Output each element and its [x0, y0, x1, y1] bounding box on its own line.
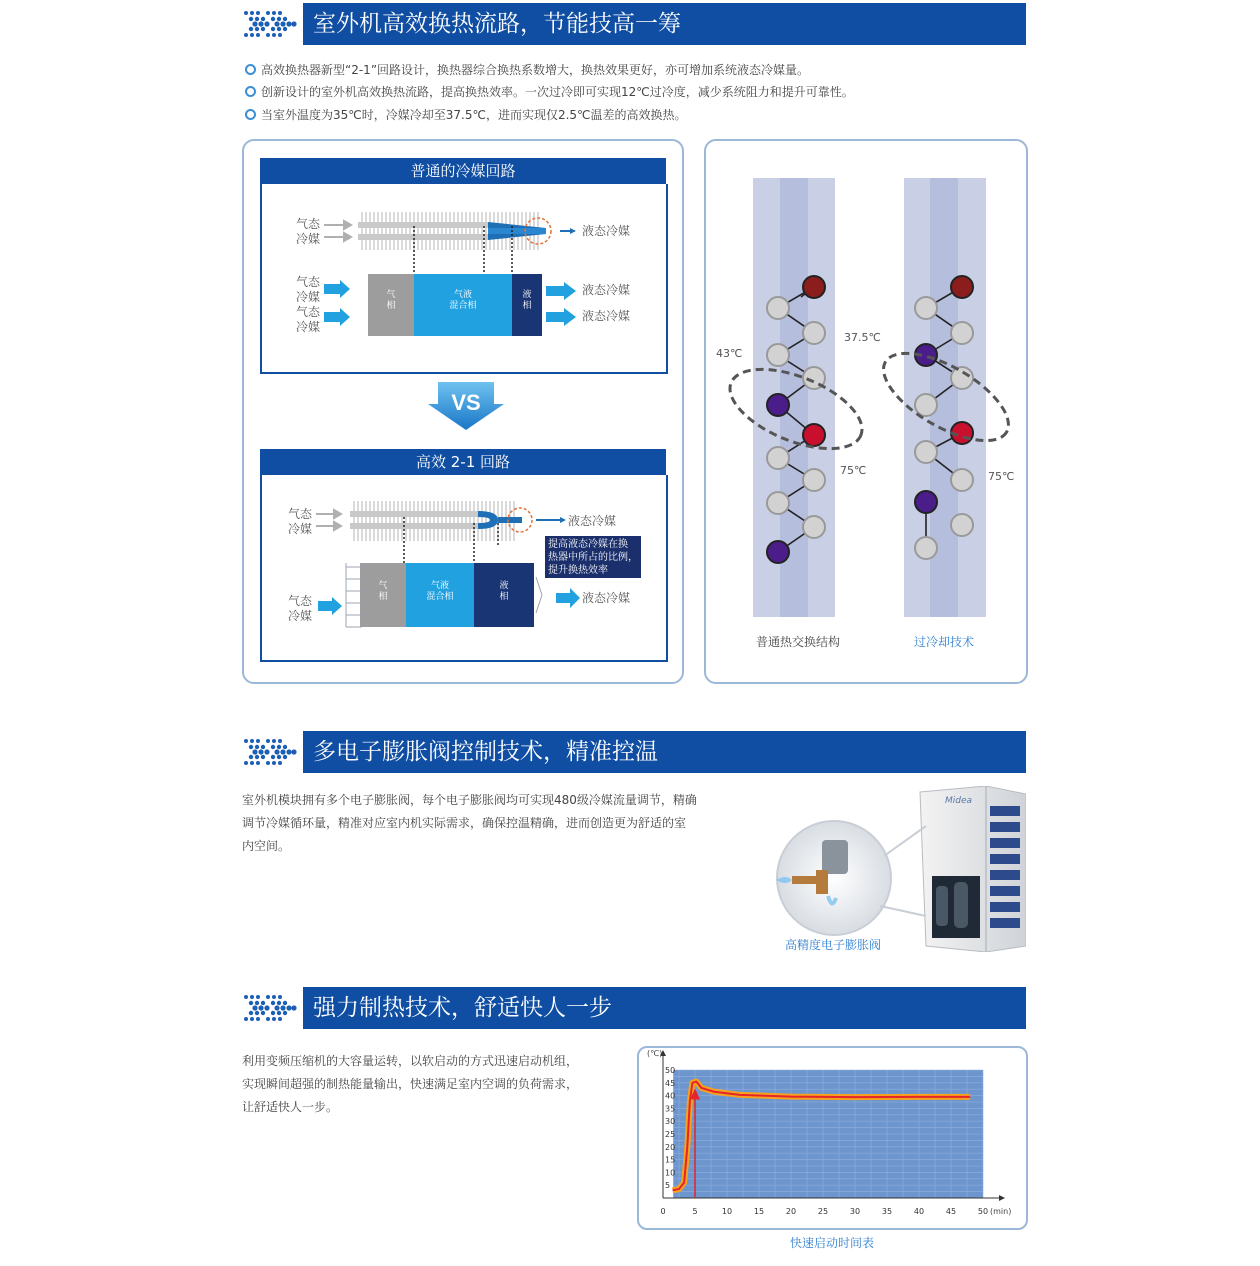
normal-circuit-title: 普通的冷媒回路: [260, 158, 666, 184]
x-axis-unit: (min): [990, 1207, 1012, 1216]
x-tick-label: 0: [660, 1207, 666, 1216]
efficiency-note: 提高液态冷媒在换 热器中所占的比例， 提升换热效率: [545, 536, 641, 578]
x-tick-label: 45: [945, 1207, 957, 1216]
liquid-refrigerant-label: 液态冷媒: [568, 514, 617, 528]
y-tick-label: 5: [665, 1181, 671, 1191]
bullet-item: 高效换热器新型“2-1”回路设计，换热器综合换热系数增大，换热效果更好，亦可增加系统液态冷媒量。: [245, 61, 809, 78]
y-tick-label: 30: [665, 1117, 676, 1127]
mixed-phase-segment: 气液 混合相: [449, 290, 477, 311]
x-axis-arrow: [999, 1195, 1005, 1201]
tube-structure-graphic: [706, 141, 1024, 621]
section-title: 强力制热技术，舒适快人一步: [303, 987, 1026, 1029]
temp-label: 37.5℃: [844, 331, 881, 344]
section-chevron-icon: [242, 987, 302, 1029]
expansion-valve-description: 室外机模块拥有多个电子膨胀阀，每个电子膨胀阀均可实现480级冷媒流量调节，精确 调节冷媒循环量，精准对应室内机实际需求，确保控温精确，进而创造更为舒适的室 内空间。: [242, 793, 697, 853]
y-tick-label: 45: [665, 1078, 676, 1088]
liquid-out-label: 液态冷媒: [582, 283, 631, 297]
y-tick-label: 35: [665, 1104, 676, 1114]
x-tick-label: 15: [753, 1207, 765, 1216]
liquid-phase-segment: 液 相: [522, 290, 532, 311]
liquid-phase-segment: 液 相: [499, 581, 509, 602]
bullet-dot-icon: [245, 64, 256, 75]
normal-structure-caption: 普通热交换结构: [755, 635, 840, 649]
y-tick-label: 20: [665, 1142, 676, 1152]
y-tick-label: 25: [665, 1130, 676, 1139]
x-tick-label: 30: [849, 1207, 861, 1216]
gas-refrigerant-label: 气态 冷媒: [288, 507, 313, 536]
subcooling-caption: 过冷却技术: [913, 635, 974, 649]
gas-in-label: 气态 冷媒: [296, 275, 321, 304]
temp-label: 75℃: [988, 470, 1015, 483]
outdoor-unit-illustration: [776, 786, 1026, 952]
x-tick-label: 20: [785, 1207, 797, 1216]
liquid-out-label: 液态冷媒: [582, 309, 631, 323]
x-tick-label: 25: [817, 1207, 829, 1216]
temp-label: 43℃: [716, 347, 743, 360]
y-tick-label: 40: [665, 1091, 676, 1101]
y-tick-label: 10: [665, 1168, 676, 1178]
section-title: 多电子膨胀阀控制技术，精准控温: [303, 731, 1026, 773]
liquid-out-label: 液态冷媒: [582, 591, 631, 605]
startup-chart-caption: 快速启动时间表: [789, 1236, 874, 1250]
x-tick-label: 50: [977, 1207, 989, 1216]
x-tick-label: 35: [881, 1207, 893, 1216]
x-tick-label: 40: [913, 1207, 925, 1216]
expansion-valve-caption: 高精度电子膨胀阀: [784, 938, 881, 952]
heating-description: 利用变频压缩机的大容量运转，以软启动的方式迅速启动机组， 实现瞬间超强的制热能量输出，快速满足室内空调的负荷需求， 让舒适快人一步。: [242, 1054, 579, 1114]
brand-logo: Midea: [945, 796, 973, 806]
startup-time-chart: [639, 1048, 1024, 1224]
section-chevron-icon: [242, 731, 302, 773]
mixed-phase-segment: 气液 混合相: [426, 581, 454, 602]
x-tick-label: 10: [721, 1207, 733, 1216]
bullet-item: 当室外温度为35℃时，冷媒冷却至37.5℃，进而实现仅2.5℃温差的高效换热。: [245, 106, 687, 123]
x-tick-label: 5: [692, 1207, 698, 1216]
gas-in-label: 气态 冷媒: [288, 594, 313, 623]
bullet-dot-icon: [245, 86, 256, 97]
vs-label: VS: [451, 390, 481, 415]
y-tick-label: 15: [665, 1155, 676, 1165]
bullet-item: 创新设计的室外机高效换热流路，提高换热效率。一次过冷即可实现12℃过冷度，减少系统阻力和提升可靠性。: [245, 83, 854, 100]
y-axis-unit: (℃): [647, 1049, 663, 1058]
gas-phase-segment: 气 相: [386, 290, 396, 311]
gas-phase-segment: 气 相: [378, 581, 388, 602]
bullet-dot-icon: [245, 109, 256, 120]
gas-in-label: 气态 冷媒: [296, 305, 321, 334]
normal-circuit-graphic: [262, 186, 664, 370]
liquid-refrigerant-label: 液态冷媒: [582, 224, 631, 238]
section-title: 室外机高效换热流路，节能技高一筹: [303, 3, 1026, 45]
grid-lines: [673, 1070, 983, 1198]
section-chevron-icon: [242, 3, 302, 45]
temp-label: 75℃: [840, 464, 867, 477]
efficient-circuit-title: 高效 2-1 回路: [260, 449, 666, 475]
y-tick-label: 50: [665, 1066, 676, 1075]
gas-refrigerant-label: 气态 冷媒: [296, 217, 321, 246]
